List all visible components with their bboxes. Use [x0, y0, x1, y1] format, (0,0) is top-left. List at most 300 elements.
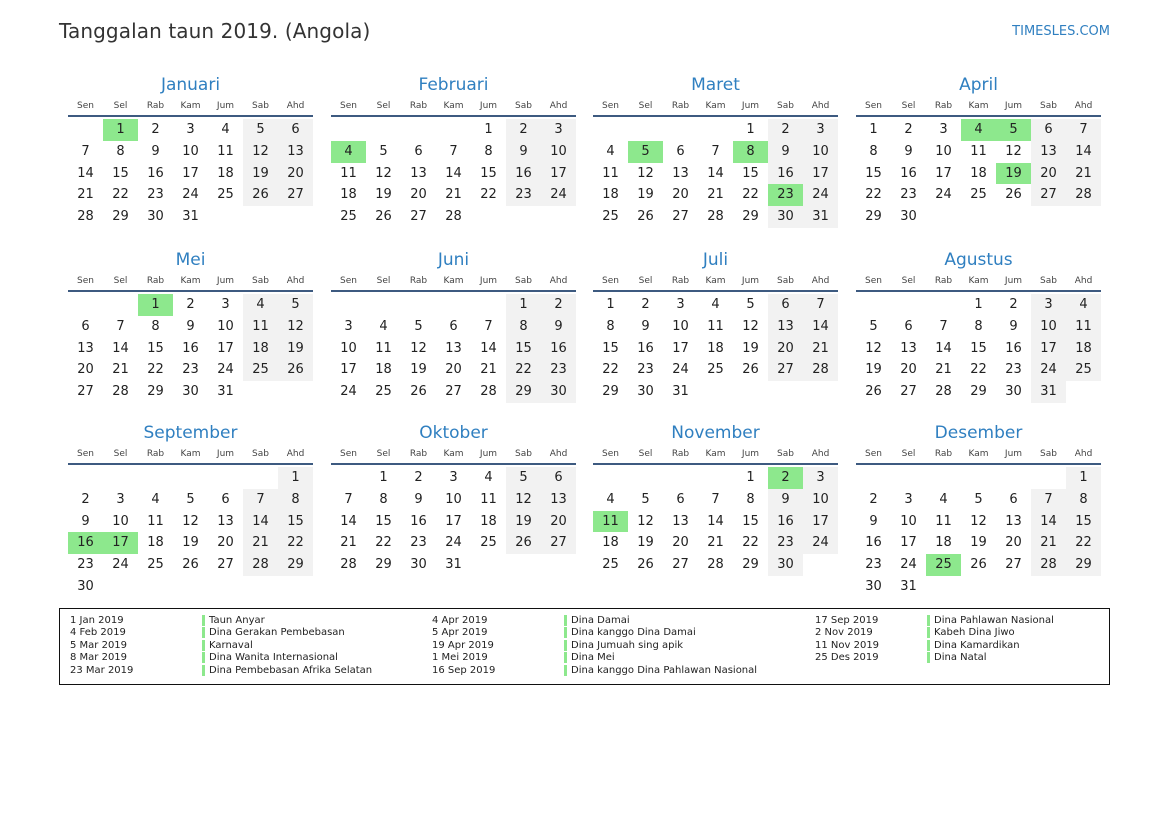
day-cell: 5	[278, 294, 313, 316]
empty-cell	[401, 294, 436, 316]
weekday-label: Sel	[376, 449, 391, 459]
day-cell: 11	[1066, 316, 1101, 338]
day-cell: 14	[803, 316, 838, 338]
weekday-label: Jum	[1004, 449, 1023, 459]
day-cell: 23	[865, 557, 882, 573]
empty-cell	[436, 119, 471, 141]
weekday-label: Kam	[968, 276, 989, 286]
weekday-label: Jum	[1004, 101, 1023, 111]
day-cell: 8	[379, 491, 388, 507]
day-cell: 7	[1066, 119, 1101, 141]
weekday-label: Sel	[113, 449, 128, 459]
holiday-name: Dina Jumuah sing apik	[564, 640, 683, 651]
weekday-label: Ahd	[1074, 276, 1093, 286]
day-cell: 6	[221, 491, 230, 507]
day-cell: 2	[904, 122, 913, 137]
empty-cell	[138, 467, 173, 489]
day-cell: 6	[676, 143, 685, 159]
weekday-label: Kam	[705, 449, 726, 459]
empty-cell	[366, 294, 401, 316]
day-cell: 22	[112, 187, 129, 203]
empty-cell	[698, 119, 733, 141]
weekday-header	[593, 97, 838, 117]
weekday-label: Kam	[443, 449, 464, 459]
day-cell: 27	[672, 209, 689, 225]
day-cell: 17	[217, 340, 234, 356]
day-cell: 18	[243, 338, 278, 360]
day-cell: 19	[637, 187, 654, 203]
day-cell: 24	[217, 362, 234, 378]
day-cell: 22	[278, 532, 313, 554]
weekday-label: Jum	[741, 449, 760, 459]
holiday-date: 1 Jan 2019	[70, 615, 124, 626]
day-cell: 27	[768, 359, 803, 381]
day-cell: 22	[602, 362, 619, 378]
empty-cell	[856, 294, 891, 316]
day-cell: 10	[340, 340, 357, 356]
holiday-name: Dina Pembebasan Afrika Selatan	[202, 665, 372, 676]
day-cell: 1	[506, 294, 541, 316]
empty-cell	[243, 467, 278, 489]
day-cell: 2	[541, 294, 576, 316]
day-cell: 28	[112, 384, 129, 400]
day-cell: 24	[803, 532, 838, 554]
day-cell: 11	[340, 165, 357, 181]
day-cell: 12	[637, 165, 654, 181]
day-cell: 1	[746, 470, 755, 485]
day-cell: 9	[1009, 318, 1018, 334]
empty-cell	[68, 294, 103, 316]
day-cell: 27	[1005, 557, 1022, 573]
month-maret	[593, 73, 838, 228]
day-cell: 31	[672, 384, 689, 400]
day-cell: 8	[151, 318, 160, 334]
day-cell: 15	[375, 513, 392, 529]
day-cell: 25	[243, 359, 278, 381]
holiday-name: Dina Gerakan Pembebasan	[202, 627, 345, 638]
day-cell: 10	[445, 491, 462, 507]
day-cell: 6	[904, 318, 913, 334]
holiday-name: Dina Natal	[927, 652, 987, 663]
day-cell: 21	[243, 532, 278, 554]
day-cell: 12	[506, 489, 541, 511]
day-cell: 29	[602, 384, 619, 400]
day-cell: 5	[243, 119, 278, 141]
empty-cell	[698, 467, 733, 489]
day-cell: 10	[112, 513, 129, 529]
day-cell: 24	[182, 187, 199, 203]
holiday-date: 11 Nov 2019	[815, 639, 880, 651]
day-cell: 25	[602, 557, 619, 573]
day-cell: 3	[803, 467, 838, 489]
weekday-label: Kam	[180, 449, 201, 459]
day-cell: 12	[1005, 143, 1022, 159]
day-cell: 9	[904, 143, 913, 159]
day-cell: 26	[182, 557, 199, 573]
weekday-label: Ahd	[811, 276, 830, 286]
day-cell: 9	[869, 513, 878, 529]
day-cell: 10	[935, 143, 952, 159]
empty-cell	[926, 294, 961, 316]
weekday-label: Kam	[968, 449, 989, 459]
day-cell: 1	[606, 297, 615, 312]
day-cell: 14	[707, 513, 724, 529]
day-cell: 23	[182, 362, 199, 378]
day-cell: 1	[278, 467, 313, 489]
day-cell: 3	[186, 122, 195, 137]
holiday-day-cell: 2	[768, 467, 803, 489]
weekday-label: Ahd	[286, 276, 305, 286]
weekday-label: Ahd	[1074, 449, 1093, 459]
day-cell: 14	[935, 340, 952, 356]
day-cell: 28	[77, 209, 94, 225]
weekday-label: Rab	[934, 449, 953, 459]
day-cell: 11	[970, 143, 987, 159]
day-cell: 11	[707, 318, 724, 334]
day-cell: 20	[278, 163, 313, 185]
day-cell: 22	[147, 362, 164, 378]
month-november	[593, 421, 838, 576]
weekday-label: Sen	[340, 276, 357, 286]
day-cell: 15	[112, 165, 129, 181]
day-cell: 31	[803, 206, 838, 228]
empty-cell	[208, 467, 243, 489]
day-cell: 12	[375, 165, 392, 181]
weekday-label: Ahd	[811, 101, 830, 111]
day-cell: 22	[742, 535, 759, 551]
empty-cell	[103, 294, 138, 316]
day-cell: 11	[217, 143, 234, 159]
day-cell: 20	[445, 362, 462, 378]
month-title: April	[959, 75, 998, 95]
day-cell: 6	[541, 467, 576, 489]
holiday-date: 2 Nov 2019	[815, 627, 873, 639]
day-cell: 5	[379, 143, 388, 159]
day-cell: 18	[147, 535, 164, 551]
day-cell: 16	[768, 163, 803, 185]
day-cell: 30	[768, 554, 803, 576]
day-grid	[593, 467, 838, 576]
empty-cell	[856, 467, 891, 489]
day-cell: 6	[1031, 119, 1066, 141]
day-cell: 5	[641, 491, 650, 507]
day-cell: 5	[186, 491, 195, 507]
day-cell: 16	[147, 165, 164, 181]
day-cell: 25	[340, 209, 357, 225]
weekday-label: Rab	[409, 449, 428, 459]
day-cell: 27	[445, 384, 462, 400]
empty-cell	[68, 467, 103, 489]
day-cell: 25	[707, 362, 724, 378]
day-cell: 30	[182, 384, 199, 400]
day-cell: 23	[506, 184, 541, 206]
day-cell: 9	[186, 318, 195, 334]
holiday-date: 17 Sep 2019	[815, 615, 879, 626]
day-cell: 3	[803, 119, 838, 141]
holiday-date: 1 Mei 2019	[432, 652, 488, 664]
weekday-label: Sab	[515, 449, 532, 459]
weekday-label: Jum	[479, 449, 498, 459]
holiday-name: Dina Wanita Internasional	[202, 652, 338, 663]
day-cell: 16	[182, 340, 199, 356]
holiday-day-cell: 1	[138, 294, 173, 316]
weekday-label: Rab	[409, 276, 428, 286]
day-cell: 13	[410, 165, 427, 181]
month-desember	[856, 421, 1101, 598]
day-cell: 1	[1066, 467, 1101, 489]
weekday-label: Sen	[602, 101, 619, 111]
day-cell: 23	[1005, 362, 1022, 378]
day-cell: 28	[1066, 184, 1101, 206]
day-cell: 24	[935, 187, 952, 203]
day-cell: 16	[1005, 340, 1022, 356]
day-cell: 9	[506, 141, 541, 163]
day-cell: 29	[147, 384, 164, 400]
day-cell: 30	[768, 206, 803, 228]
day-cell: 19	[278, 338, 313, 360]
weekday-label: Sab	[1040, 449, 1057, 459]
day-cell: 9	[768, 489, 803, 511]
month-juli	[593, 248, 838, 403]
empty-cell	[926, 467, 961, 489]
day-cell: 23	[768, 532, 803, 554]
day-cell: 28	[445, 209, 462, 225]
day-cell: 4	[379, 318, 388, 334]
holiday-day-cell: 25	[926, 554, 961, 576]
month-januari	[68, 73, 313, 228]
day-cell: 3	[541, 119, 576, 141]
day-cell: 24	[541, 184, 576, 206]
holiday-day-cell: 19	[996, 163, 1031, 185]
empty-cell	[1031, 467, 1066, 489]
day-cell: 28	[707, 209, 724, 225]
weekday-label: Sab	[515, 101, 532, 111]
day-grid	[68, 467, 313, 598]
weekday-label: Rab	[671, 276, 690, 286]
month-juni	[331, 248, 576, 403]
day-grid	[856, 294, 1101, 403]
day-cell: 13	[77, 340, 94, 356]
day-cell: 25	[147, 557, 164, 573]
day-cell: 4	[711, 297, 720, 312]
weekday-label: Rab	[146, 276, 165, 286]
day-cell: 24	[672, 362, 689, 378]
holiday-date: 23 Mar 2019	[70, 664, 134, 676]
day-cell: 25	[602, 209, 619, 225]
day-cell: 15	[970, 340, 987, 356]
holiday-date: 25 Des 2019	[815, 652, 879, 664]
day-cell: 17	[672, 340, 689, 356]
day-cell: 7	[711, 491, 720, 507]
day-cell: 27	[1031, 184, 1066, 206]
day-cell: 5	[414, 318, 423, 334]
day-cell: 29	[742, 209, 759, 225]
empty-cell	[891, 467, 926, 489]
weekday-header	[593, 445, 838, 465]
day-cell: 4	[221, 122, 230, 137]
page-title: Tanggalan taun 2019. (Angola)	[59, 19, 371, 43]
weekday-label: Jum	[216, 276, 235, 286]
day-cell: 23	[147, 187, 164, 203]
weekday-label: Sel	[901, 101, 916, 111]
day-cell: 10	[182, 143, 199, 159]
day-cell: 28	[1031, 554, 1066, 576]
day-cell: 4	[484, 470, 493, 485]
day-cell: 8	[484, 143, 493, 159]
weekday-label: Kam	[705, 101, 726, 111]
day-cell: 8	[606, 318, 615, 334]
holiday-list	[59, 608, 1110, 685]
day-cell: 22	[480, 187, 497, 203]
day-cell: 8	[746, 491, 755, 507]
empty-cell	[891, 294, 926, 316]
holiday-day-cell: 4	[961, 119, 996, 141]
day-cell: 19	[243, 163, 278, 185]
day-cell: 16	[768, 511, 803, 533]
day-cell: 3	[676, 297, 685, 312]
day-cell: 8	[506, 316, 541, 338]
day-cell: 11	[243, 316, 278, 338]
day-grid	[68, 294, 313, 403]
holiday-name: Dina kanggo Dina Pahlawan Nasional	[564, 665, 757, 676]
month-september	[68, 421, 313, 598]
month-title: Februari	[418, 75, 489, 95]
weekday-header	[856, 97, 1101, 117]
site-link[interactable]: TIMESLES.COM	[1012, 24, 1110, 39]
day-cell: 20	[1031, 163, 1066, 185]
day-cell: 14	[340, 513, 357, 529]
weekday-header	[68, 97, 313, 117]
day-cell: 13	[445, 340, 462, 356]
day-cell: 20	[900, 362, 917, 378]
day-cell: 10	[541, 141, 576, 163]
day-cell: 7	[116, 318, 125, 334]
month-title: Juli	[702, 250, 729, 270]
day-cell: 19	[506, 511, 541, 533]
day-cell: 13	[1031, 141, 1066, 163]
day-cell: 18	[217, 165, 234, 181]
day-cell: 1	[484, 122, 493, 137]
day-cell: 21	[340, 535, 357, 551]
day-cell: 27	[900, 384, 917, 400]
empty-cell	[436, 294, 471, 316]
day-cell: 19	[410, 362, 427, 378]
day-cell: 7	[484, 318, 493, 334]
day-cell: 30	[541, 381, 576, 403]
empty-cell	[471, 294, 506, 316]
day-cell: 23	[637, 362, 654, 378]
day-cell: 21	[480, 362, 497, 378]
day-cell: 2	[641, 297, 650, 312]
day-cell: 31	[217, 384, 234, 400]
day-cell: 20	[1005, 535, 1022, 551]
weekday-label: Jum	[741, 101, 760, 111]
day-cell: 2	[81, 491, 90, 507]
day-cell: 3	[939, 122, 948, 137]
day-cell: 7	[803, 294, 838, 316]
day-cell: 9	[541, 316, 576, 338]
day-cell: 20	[541, 511, 576, 533]
day-cell: 19	[865, 362, 882, 378]
day-cell: 30	[865, 578, 882, 594]
day-cell: 13	[672, 165, 689, 181]
day-grid	[331, 294, 576, 403]
day-grid	[856, 467, 1101, 598]
day-cell: 26	[637, 209, 654, 225]
day-cell: 24	[340, 384, 357, 400]
holiday-name: Dina Kamardikan	[927, 640, 1020, 651]
day-cell: 18	[480, 513, 497, 529]
day-cell: 2	[869, 491, 878, 507]
empty-cell	[593, 119, 628, 141]
empty-cell	[331, 119, 366, 141]
weekday-label: Sel	[113, 101, 128, 111]
day-cell: 4	[606, 491, 615, 507]
day-cell: 12	[865, 340, 882, 356]
weekday-label: Sen	[602, 276, 619, 286]
weekday-label: Sel	[638, 101, 653, 111]
day-cell: 23	[77, 557, 94, 573]
day-cell: 9	[641, 318, 650, 334]
day-cell: 15	[742, 165, 759, 181]
day-grid	[856, 119, 1101, 228]
day-cell: 22	[865, 187, 882, 203]
weekday-label: Ahd	[549, 276, 568, 286]
month-title: Maret	[691, 75, 740, 95]
day-grid	[593, 294, 838, 403]
weekday-label: Sel	[901, 449, 916, 459]
day-cell: 9	[414, 491, 423, 507]
day-cell: 28	[707, 557, 724, 573]
day-cell: 28	[935, 384, 952, 400]
day-grid	[593, 119, 838, 228]
day-cell: 24	[112, 557, 129, 573]
day-cell: 22	[375, 535, 392, 551]
day-cell: 19	[375, 187, 392, 203]
day-cell: 18	[375, 362, 392, 378]
day-cell: 16	[506, 163, 541, 185]
day-cell: 15	[602, 340, 619, 356]
day-cell: 1	[746, 122, 755, 137]
month-title: Januari	[160, 75, 221, 95]
day-cell: 29	[742, 557, 759, 573]
day-cell: 12	[742, 318, 759, 334]
month-title: Desember	[934, 423, 1023, 443]
day-cell: 27	[672, 557, 689, 573]
day-cell: 23	[410, 535, 427, 551]
weekday-label: Jum	[216, 101, 235, 111]
empty-cell	[593, 467, 628, 489]
weekday-label: Sen	[77, 101, 94, 111]
holiday-day-cell: 17	[103, 532, 138, 554]
empty-cell	[173, 467, 208, 489]
day-cell: 8	[1066, 489, 1101, 511]
day-cell: 3	[1031, 294, 1066, 316]
day-cell: 21	[707, 535, 724, 551]
day-cell: 30	[900, 209, 917, 225]
weekday-header	[331, 97, 576, 117]
holiday-day-cell: 8	[733, 141, 768, 163]
day-cell: 7	[1031, 489, 1066, 511]
weekday-label: Ahd	[1074, 101, 1093, 111]
weekday-label: Sab	[777, 449, 794, 459]
day-cell: 31	[182, 209, 199, 225]
day-cell: 26	[506, 532, 541, 554]
day-cell: 28	[803, 359, 838, 381]
day-cell: 23	[900, 187, 917, 203]
day-cell: 27	[541, 532, 576, 554]
day-cell: 21	[445, 187, 462, 203]
